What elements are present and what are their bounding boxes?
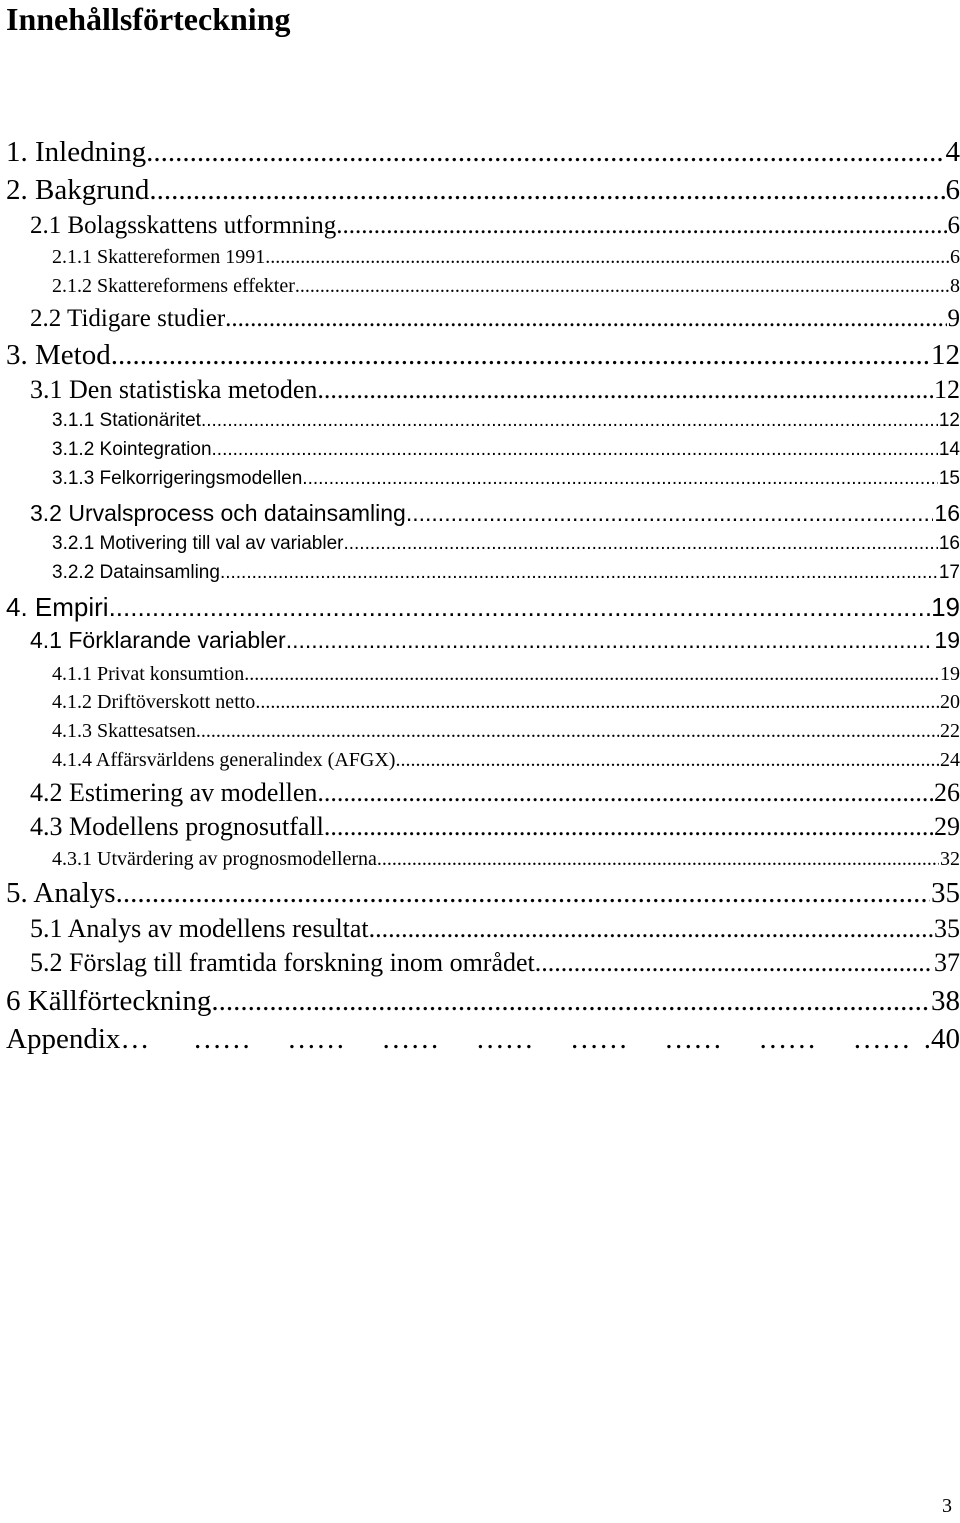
toc-entry-label: 2.1.2 Skattereformens effekter [52, 275, 295, 297]
toc-entry-label: 4.1.2 Driftöverskott netto [52, 691, 256, 713]
toc-entry-page: 6 [950, 246, 960, 268]
toc-leader-dots [406, 499, 934, 527]
toc-entry-page: 19 [931, 592, 960, 622]
toc-leader-dots [377, 847, 939, 871]
toc-entry-2-1[interactable] [0, 212, 960, 240]
toc-leader-dots [317, 778, 933, 808]
toc-entry-label: 3.2.1 Motivering till val av variabler [52, 533, 344, 554]
toc-entry-page: 32 [940, 848, 960, 870]
toc-entry-page: 17 [938, 562, 960, 583]
toc-entry-page: 29 [934, 812, 960, 841]
toc-entry-analys[interactable] [0, 876, 960, 910]
toc-entry-label: 3.1 Den statistiska metoden [30, 375, 318, 404]
toc-entry-label: 3.2.2 Datainsamling [52, 562, 220, 583]
toc-leader-dots [211, 984, 930, 1018]
toc-entry-label: 5.2 Förslag till framtida forskning inom området [30, 948, 535, 977]
toc-leader-dots [116, 876, 930, 910]
toc-entry-label: 3.1.2 Kointegration [52, 439, 212, 460]
toc-entry-3-1-3[interactable] [0, 467, 960, 491]
toc-entry-4-1-2[interactable] [0, 690, 960, 714]
toc-entry-bakgrund[interactable] [0, 173, 960, 207]
toc-entry-4-3-1[interactable] [0, 847, 960, 871]
toc-entry-4-1[interactable] [0, 626, 960, 654]
toc-entry-label: 3.1.3 Felkorrigeringsmodellen [52, 468, 303, 489]
page-title: Innehållsförteckning [6, 1, 291, 37]
toc-entry-2-1-2[interactable] [0, 274, 960, 298]
toc-entry-label: 5.1 Analys av modellens resultat [30, 914, 369, 943]
toc-entry-label: 3.1.1 Stationäritet [52, 410, 201, 431]
toc-entry-3-1-2[interactable] [0, 438, 960, 462]
toc-leader-dots [265, 245, 949, 269]
toc-entry-page: 37 [934, 948, 960, 977]
toc-entry-kallforteckning[interactable] [0, 984, 960, 1018]
toc-entry-3-2-2[interactable] [0, 561, 960, 585]
toc-entry-label: Appendix [6, 1023, 121, 1055]
toc-leader-dots [369, 914, 933, 944]
toc-entry-page: 6 [945, 174, 960, 206]
toc-entry-page: 4 [945, 136, 960, 168]
toc-entry-page: .40 [923, 1023, 960, 1055]
toc-leader-dots [146, 135, 944, 169]
toc-leader-dots [196, 719, 939, 743]
toc-leader-dots [201, 409, 938, 433]
toc-entry-page: 12 [938, 410, 960, 431]
toc-entry-4-1-3[interactable] [0, 719, 960, 743]
toc-entry-label: 4. Empiri [6, 592, 109, 622]
toc-leader-dots [220, 561, 938, 585]
toc-entry-page: 19 [934, 627, 960, 653]
toc-entry-label: 4.3.1 Utvärdering av prognosmodellerna [52, 848, 377, 870]
toc-entry-label: 4.1.3 Skattesatsen [52, 720, 196, 742]
toc-entry-page: 6 [947, 212, 960, 239]
toc-entry-page: 12 [934, 375, 960, 404]
toc-entry-empiri[interactable] [0, 590, 960, 624]
toc-leader-dots [317, 375, 933, 405]
toc-entry-label: 4.2 Estimering av modellen [30, 778, 318, 807]
toc-entry-page: 9 [947, 305, 960, 332]
toc-entry-5-1[interactable] [0, 914, 960, 944]
toc-entry-label: 5. Analys [6, 877, 116, 909]
toc-entry-page: 15 [938, 468, 960, 489]
toc-entry-label: 2.2 Tidigare studier [30, 305, 226, 332]
toc-leader-dots [286, 626, 934, 654]
toc-entry-page: 26 [934, 778, 960, 807]
toc-leader-dots [120, 1022, 922, 1056]
toc-entry-label: 2. Bakgrund [6, 174, 150, 206]
page-number: 3 [942, 1495, 952, 1517]
toc-entry-page: 19 [940, 663, 960, 685]
toc-leader-dots [109, 590, 931, 624]
toc-leader-dots [212, 438, 938, 462]
toc-entry-page: 14 [938, 439, 960, 460]
toc-entry-page: 8 [950, 275, 960, 297]
toc-entry-4-3[interactable] [0, 812, 960, 842]
toc-entry-page: 38 [931, 985, 960, 1017]
toc-leader-dots [343, 532, 937, 556]
toc-entry-4-1-4[interactable] [0, 748, 960, 772]
toc-entry-page: 24 [940, 749, 960, 771]
toc-entry-label: 3.2 Urvalsprocess och datainsamling [30, 500, 406, 526]
toc-entry-2-2[interactable] [0, 304, 960, 334]
toc-entry-label: 4.1.1 Privat konsumtion [52, 663, 245, 685]
toc-entry-4-1-1[interactable] [0, 662, 960, 686]
toc-entry-label: 4.1.4 Affärsvärldens generalindex (AFGX) [52, 749, 396, 771]
toc-entry-5-2[interactable] [0, 948, 960, 978]
toc-entry-label: 4.3 Modellens prognosutfall [30, 812, 324, 841]
toc-entry-3-2-1[interactable] [0, 532, 960, 556]
toc-entry-page: 16 [938, 533, 960, 554]
toc-entry-4-2[interactable] [0, 778, 960, 808]
toc-entry-appendix[interactable] [0, 1022, 960, 1056]
toc-entry-page: 35 [934, 914, 960, 943]
toc-entry-label: 2.1 Bolagsskattens utformning [30, 212, 337, 239]
toc-entry-inledning[interactable] [0, 135, 960, 169]
toc-entry-label: 6 Källförteckning [6, 985, 212, 1017]
toc-entry-metod[interactable] [0, 338, 960, 372]
toc-entry-label: 4.1 Förklarande variabler [30, 627, 286, 653]
toc-leader-dots [244, 662, 939, 686]
toc-entry-label: 3. Metod [6, 339, 111, 371]
toc-leader-dots [302, 467, 938, 491]
toc-leader-dots [111, 338, 930, 372]
toc-entry-2-1-1[interactable] [0, 245, 960, 269]
toc-leader-dots [149, 173, 944, 207]
toc-entry-3-1-1[interactable] [0, 409, 960, 433]
toc-entry-page: 20 [940, 691, 960, 713]
toc-entry-label: 2.1.1 Skattereformen 1991 [52, 246, 266, 268]
toc-entry-page: 22 [940, 720, 960, 742]
toc-leader-dots [255, 690, 939, 714]
toc-entry-page: 12 [931, 339, 960, 371]
toc-entry-3-1[interactable] [0, 375, 960, 405]
toc-leader-dots [295, 274, 949, 298]
toc-entry-page: 16 [934, 500, 960, 526]
toc-leader-dots [324, 812, 933, 842]
toc-leader-dots [225, 304, 946, 334]
toc-leader-dots [336, 212, 946, 240]
toc-leader-dots [395, 748, 939, 772]
toc-leader-dots [535, 948, 933, 978]
toc-entry-label: 1. Inledning [6, 136, 147, 168]
toc-entry-3-2[interactable] [0, 499, 960, 527]
toc-entry-page: 35 [931, 877, 960, 909]
